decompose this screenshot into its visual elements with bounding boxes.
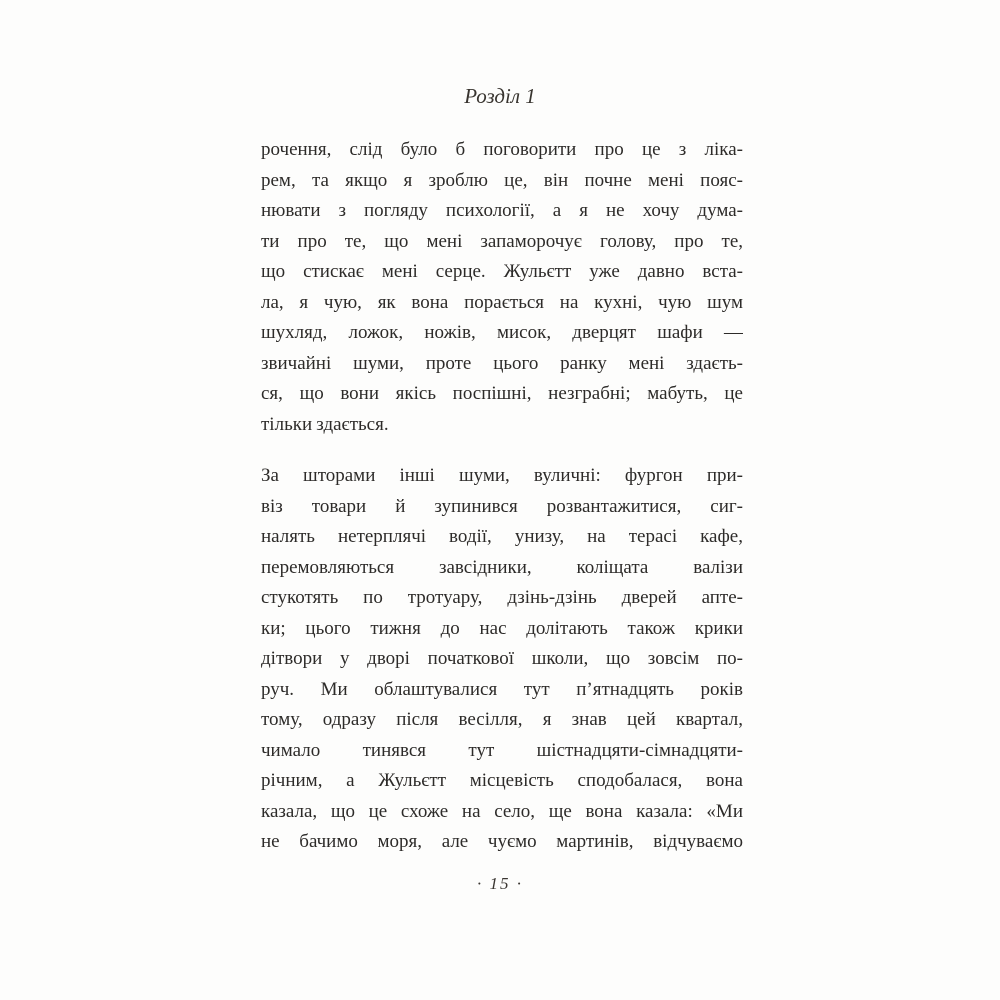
text-line: не бачимо моря, але чуємо мартинів, відчуваємо	[261, 831, 743, 852]
text-line: перемовляються завсідники, коліщата валізи	[261, 556, 743, 578]
text-line: За шторами інші шуми, вуличні: фургон при-	[261, 465, 743, 486]
text-line: чимало тинявся тут шістнадцяти-сімнадцяти-	[261, 739, 743, 761]
page-number: · 15 ·	[477, 874, 523, 893]
text-line: казала, що це схоже на село, ще вона казала: «Ми	[261, 800, 743, 822]
text-line: ся, що вони якісь поспішні, незграбні; мабуть, це	[261, 383, 743, 404]
text-line: тому, одразу після весілля, я знав цей квартал,	[261, 709, 743, 730]
text-line: рочення, слід було б поговорити про це з ліка-	[261, 139, 743, 160]
text-line: налять нетерплячі водії, унизу, на терасі кафе,	[261, 526, 743, 547]
text-line: тільки здається.	[261, 413, 389, 435]
text-block	[261, 135, 743, 858]
text-line: руч. Ми облаштувалися тут п’ятнадцять років	[261, 678, 743, 700]
paragraph	[261, 461, 743, 858]
text-line: ла, я чую, як вона порається на кухні, чую шум	[261, 291, 743, 313]
text-line: стукотять по тротуару, дзінь-дзінь дверей апте-	[261, 587, 743, 608]
text-line: шухляд, ложок, ножів, мисок, дверцят шафи —	[261, 322, 743, 343]
text-line: нювати з погляду психології, а я не хочу дума-	[261, 200, 743, 221]
paragraph	[261, 135, 743, 440]
text-line: ти про те, що мені запаморочує голову, про те,	[261, 230, 743, 252]
text-line: звичайні шуми, проте цього ранку мені здаєть-	[261, 352, 743, 374]
text-line: що стискає мені серце. Жульєтт уже давно вста-	[261, 261, 743, 282]
text-line: рем, та якщо я зроблю це, він почне мені пояс-	[261, 169, 743, 191]
text-line: ки; цього тижня до нас долітають також крики	[261, 617, 743, 639]
text-line: віз товари й зупинився розвантажитися, сиг-	[261, 495, 743, 517]
text-line: дітвори у дворі початкової школи, що зовсім по-	[261, 648, 743, 669]
chapter-header: Розділ 1	[464, 84, 536, 108]
text-line: річним, а Жульєтт місцевість сподобалася, вона	[261, 770, 743, 791]
